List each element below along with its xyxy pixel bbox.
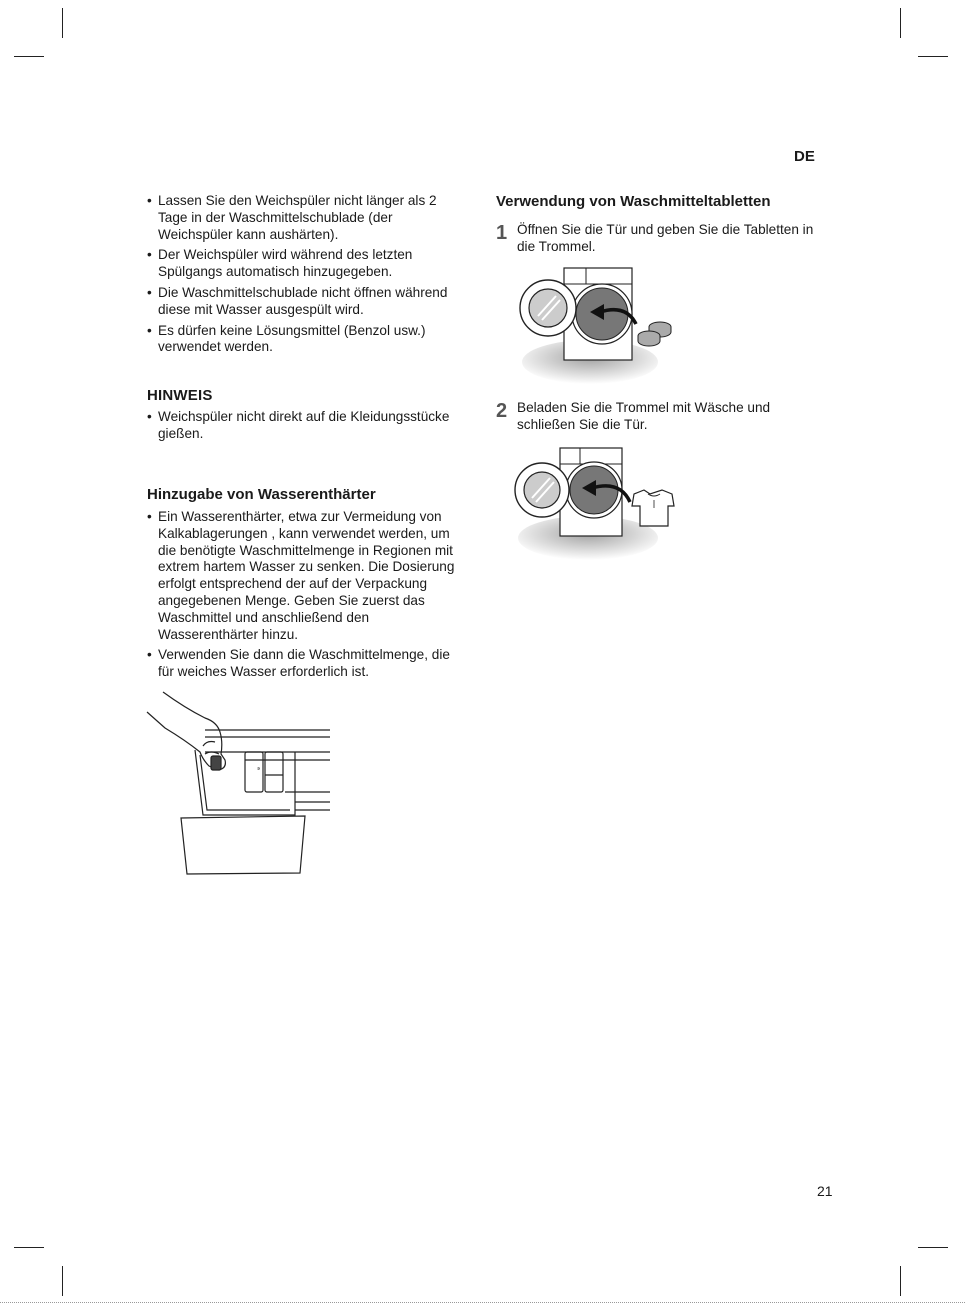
section-heading: Hinzugabe von Wasserenthärter bbox=[147, 486, 376, 503]
page-number: 21 bbox=[817, 1183, 833, 1199]
crop-mark bbox=[900, 1266, 901, 1296]
svg-text:✲: ✲ bbox=[257, 766, 261, 771]
language-tag: DE bbox=[794, 148, 815, 165]
step-text: Öffnen Sie die Tür und geben Sie die Tabletten in die Trommel. bbox=[517, 222, 814, 254]
crop-mark bbox=[918, 1247, 948, 1248]
tablets-section bbox=[496, 193, 826, 210]
note-bullet-list bbox=[147, 409, 459, 443]
intro-bullet-list bbox=[147, 193, 459, 356]
list-item: • Die Waschmittelschublade nicht öffnen während diese mit Wasser ausgespült wird. bbox=[147, 285, 459, 319]
softener-section bbox=[147, 486, 459, 685]
crop-mark bbox=[918, 56, 948, 57]
step-text: Beladen Sie die Trommel mit Wäsche und schließen Sie die Tür. bbox=[517, 400, 771, 432]
detergent-drawer-illustration bbox=[145, 690, 335, 880]
note-heading: HINWEIS bbox=[147, 387, 213, 404]
washer-laundry-illustration bbox=[514, 446, 679, 561]
list-item: • Lassen Sie den Weichspüler nicht länger als 2 Tage in der Waschmittelschublade (der Weichspüler kann aushärten). bbox=[147, 193, 459, 243]
crop-mark bbox=[900, 8, 901, 38]
list-item: • Ein Wasserenthärter, etwa zur Vermeidung von Kalkablagerungen , kann verwendet werden, um die benötigte Waschmittelmenge in Regionen mit extrem hartem Wasser zu senken. Die Dosierung erfolgt entsprechend der auf der Verpackung angegebenen Menge. Geben Sie zuerst das Waschmittel und anschließend den Wasserenthärter hinzu. bbox=[147, 509, 459, 643]
crop-mark bbox=[62, 1266, 63, 1296]
list-item: • Weichspüler nicht direkt auf die Kleidungsstücke gießen. bbox=[147, 409, 459, 443]
note-section bbox=[147, 387, 459, 447]
crop-mark bbox=[14, 1247, 44, 1248]
softener-bullet-list bbox=[147, 509, 459, 681]
list-item: • Der Weichspüler wird während des letzten Spülgangs automatisch hinzugegeben. bbox=[147, 247, 459, 281]
step-number: 2 bbox=[496, 400, 508, 422]
list-item: • Verwenden Sie dann die Waschmittelmenge, die für weiches Wasser erforderlich ist. bbox=[147, 647, 459, 681]
trim-line bbox=[0, 1302, 965, 1303]
crop-mark bbox=[14, 56, 44, 57]
washer-tablets-illustration bbox=[518, 266, 678, 386]
step-1 bbox=[496, 222, 826, 262]
section-heading: Verwendung von Waschmitteltabletten bbox=[496, 193, 771, 210]
intro-section bbox=[147, 193, 459, 360]
list-item: • Es dürfen keine Lösungsmittel (Benzol usw.) verwendet werden. bbox=[147, 323, 459, 357]
step-number: 1 bbox=[496, 222, 508, 244]
crop-mark bbox=[62, 8, 63, 38]
step-2 bbox=[496, 400, 826, 440]
